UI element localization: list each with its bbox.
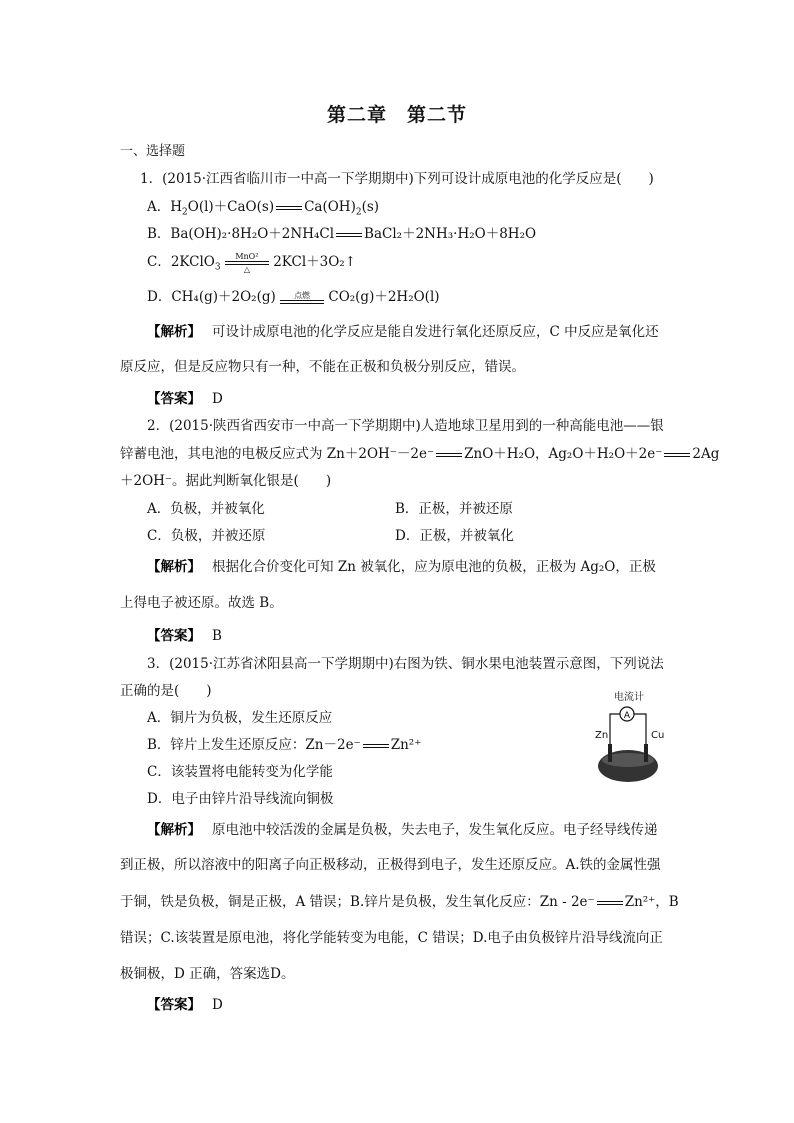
q2-option-b: B．正极，并被还原	[395, 501, 513, 517]
copper-label: Cu	[651, 730, 665, 741]
q2-stem-end: ＋2OH⁻。据此判断氧化银是( )	[120, 473, 332, 489]
q3-analysis-line4: 错误；C.该装置是原电池，将化学能转变为电能，C 错误；D.电子由负极锌片沿导线流向正	[120, 930, 663, 946]
page-title: 第二章 第二节	[326, 104, 467, 126]
q2-stem: 2．(2015·陕西省西安市一中高一下学期期中)人造地球卫星用到的一种高能电池——银	[147, 418, 664, 434]
q3-answer: 【答案】 D	[147, 997, 223, 1013]
q1-analysis-cont: 原反应，但是反应物只有一种，不能在正极和负极分别反应，错误。	[120, 359, 525, 375]
q3-option-c: C．该装置将电能转变为化学能	[147, 764, 333, 780]
q1-answer: 【答案】 D	[147, 391, 223, 407]
q2-stem-cont: 锌蓄电池，其电池的电极反应式为 Zn＋2OH⁻－2e⁻ ZnO＋H₂O，Ag₂O＋H₂O＋2e⁻ 2Ag	[120, 446, 720, 462]
q3-stem: 3．(2015·江苏省沭阳县高一下学期期中)右图为铁、铜水果电池装置示意图，下列说法	[147, 656, 664, 672]
q3-analysis-line3: 于铜，铁是负极，铜是正极，A 错误；B.锌片是负极，发生氧化反应：Zn - 2e⁻ Zn²⁺，B	[120, 894, 679, 910]
q2-analysis: 【解析】 根据化合价变化可知 Zn 被氧化，应为原电池的负极，正极为 Ag₂O，正极	[147, 559, 656, 575]
q3-analysis-line5: 极铜极，D 正确，答案选D。	[120, 966, 295, 982]
q3-analysis: 【解析】 原电池中较活泼的金属是负极，失去电子，发生氧化反应。电子经导线传递	[147, 822, 658, 838]
q2-option-c: C．负极，并被还原	[147, 528, 266, 544]
q1-option-d: D．CH₄(g)＋2O₂(g) 点燃 CO₂(g)＋2H₂O(l)	[147, 289, 440, 305]
q3-option-d: D．电子由锌片沿导线流向铜极	[147, 791, 334, 807]
q2-option-d: D．正极，并被氧化	[395, 528, 514, 544]
q2-option-a: A．负极，并被氧化	[147, 501, 265, 517]
figure-title: 电流计	[614, 692, 644, 703]
zinc-label: Zn	[595, 730, 609, 741]
section-heading: 一、选择题	[120, 144, 186, 159]
q3-analysis-line2: 到正极，所以溶液中的阳离子向正极移动，正极得到电子，发生还原反应。A.铁的金属性强	[120, 857, 661, 873]
q2-analysis-cont: 上得电子被还原。故选 B。	[120, 595, 283, 611]
ammeter-symbol: A	[623, 711, 631, 721]
q1-analysis: 【解析】 可设计成原电池的化学反应是能自发进行氧化还原反应，C 中反应是氧化还	[147, 324, 659, 340]
q1-option-a: A．$H_2O(l)+CaO(s)$ $Ca(OH)_2(s)$	[147, 199, 380, 218]
q2-answer: 【答案】 B	[147, 628, 222, 644]
q3-option-b: B．锌片上发生还原反应：Zn－2e⁻ Zn²⁺	[147, 737, 422, 753]
q3-stem-cont: 正确的是( )	[120, 683, 212, 699]
q1-option-c: C．2KClO$_3$ MnO² △ 2KCl＋3O₂↑	[147, 251, 357, 274]
q3-option-a: A．铜片为负极，发生还原反应	[147, 710, 333, 726]
q1-option-b: B．Ba(OH)₂·8H₂O＋2NH₄Cl BaCl₂＋2NH₃·H₂O＋8H₂O	[147, 226, 537, 242]
fruit-battery-figure	[592, 688, 672, 788]
q1-stem: 1．(2015·江西省临川市一中高一下学期期中)下列可设计成原电池的化学反应是( )	[140, 171, 654, 187]
